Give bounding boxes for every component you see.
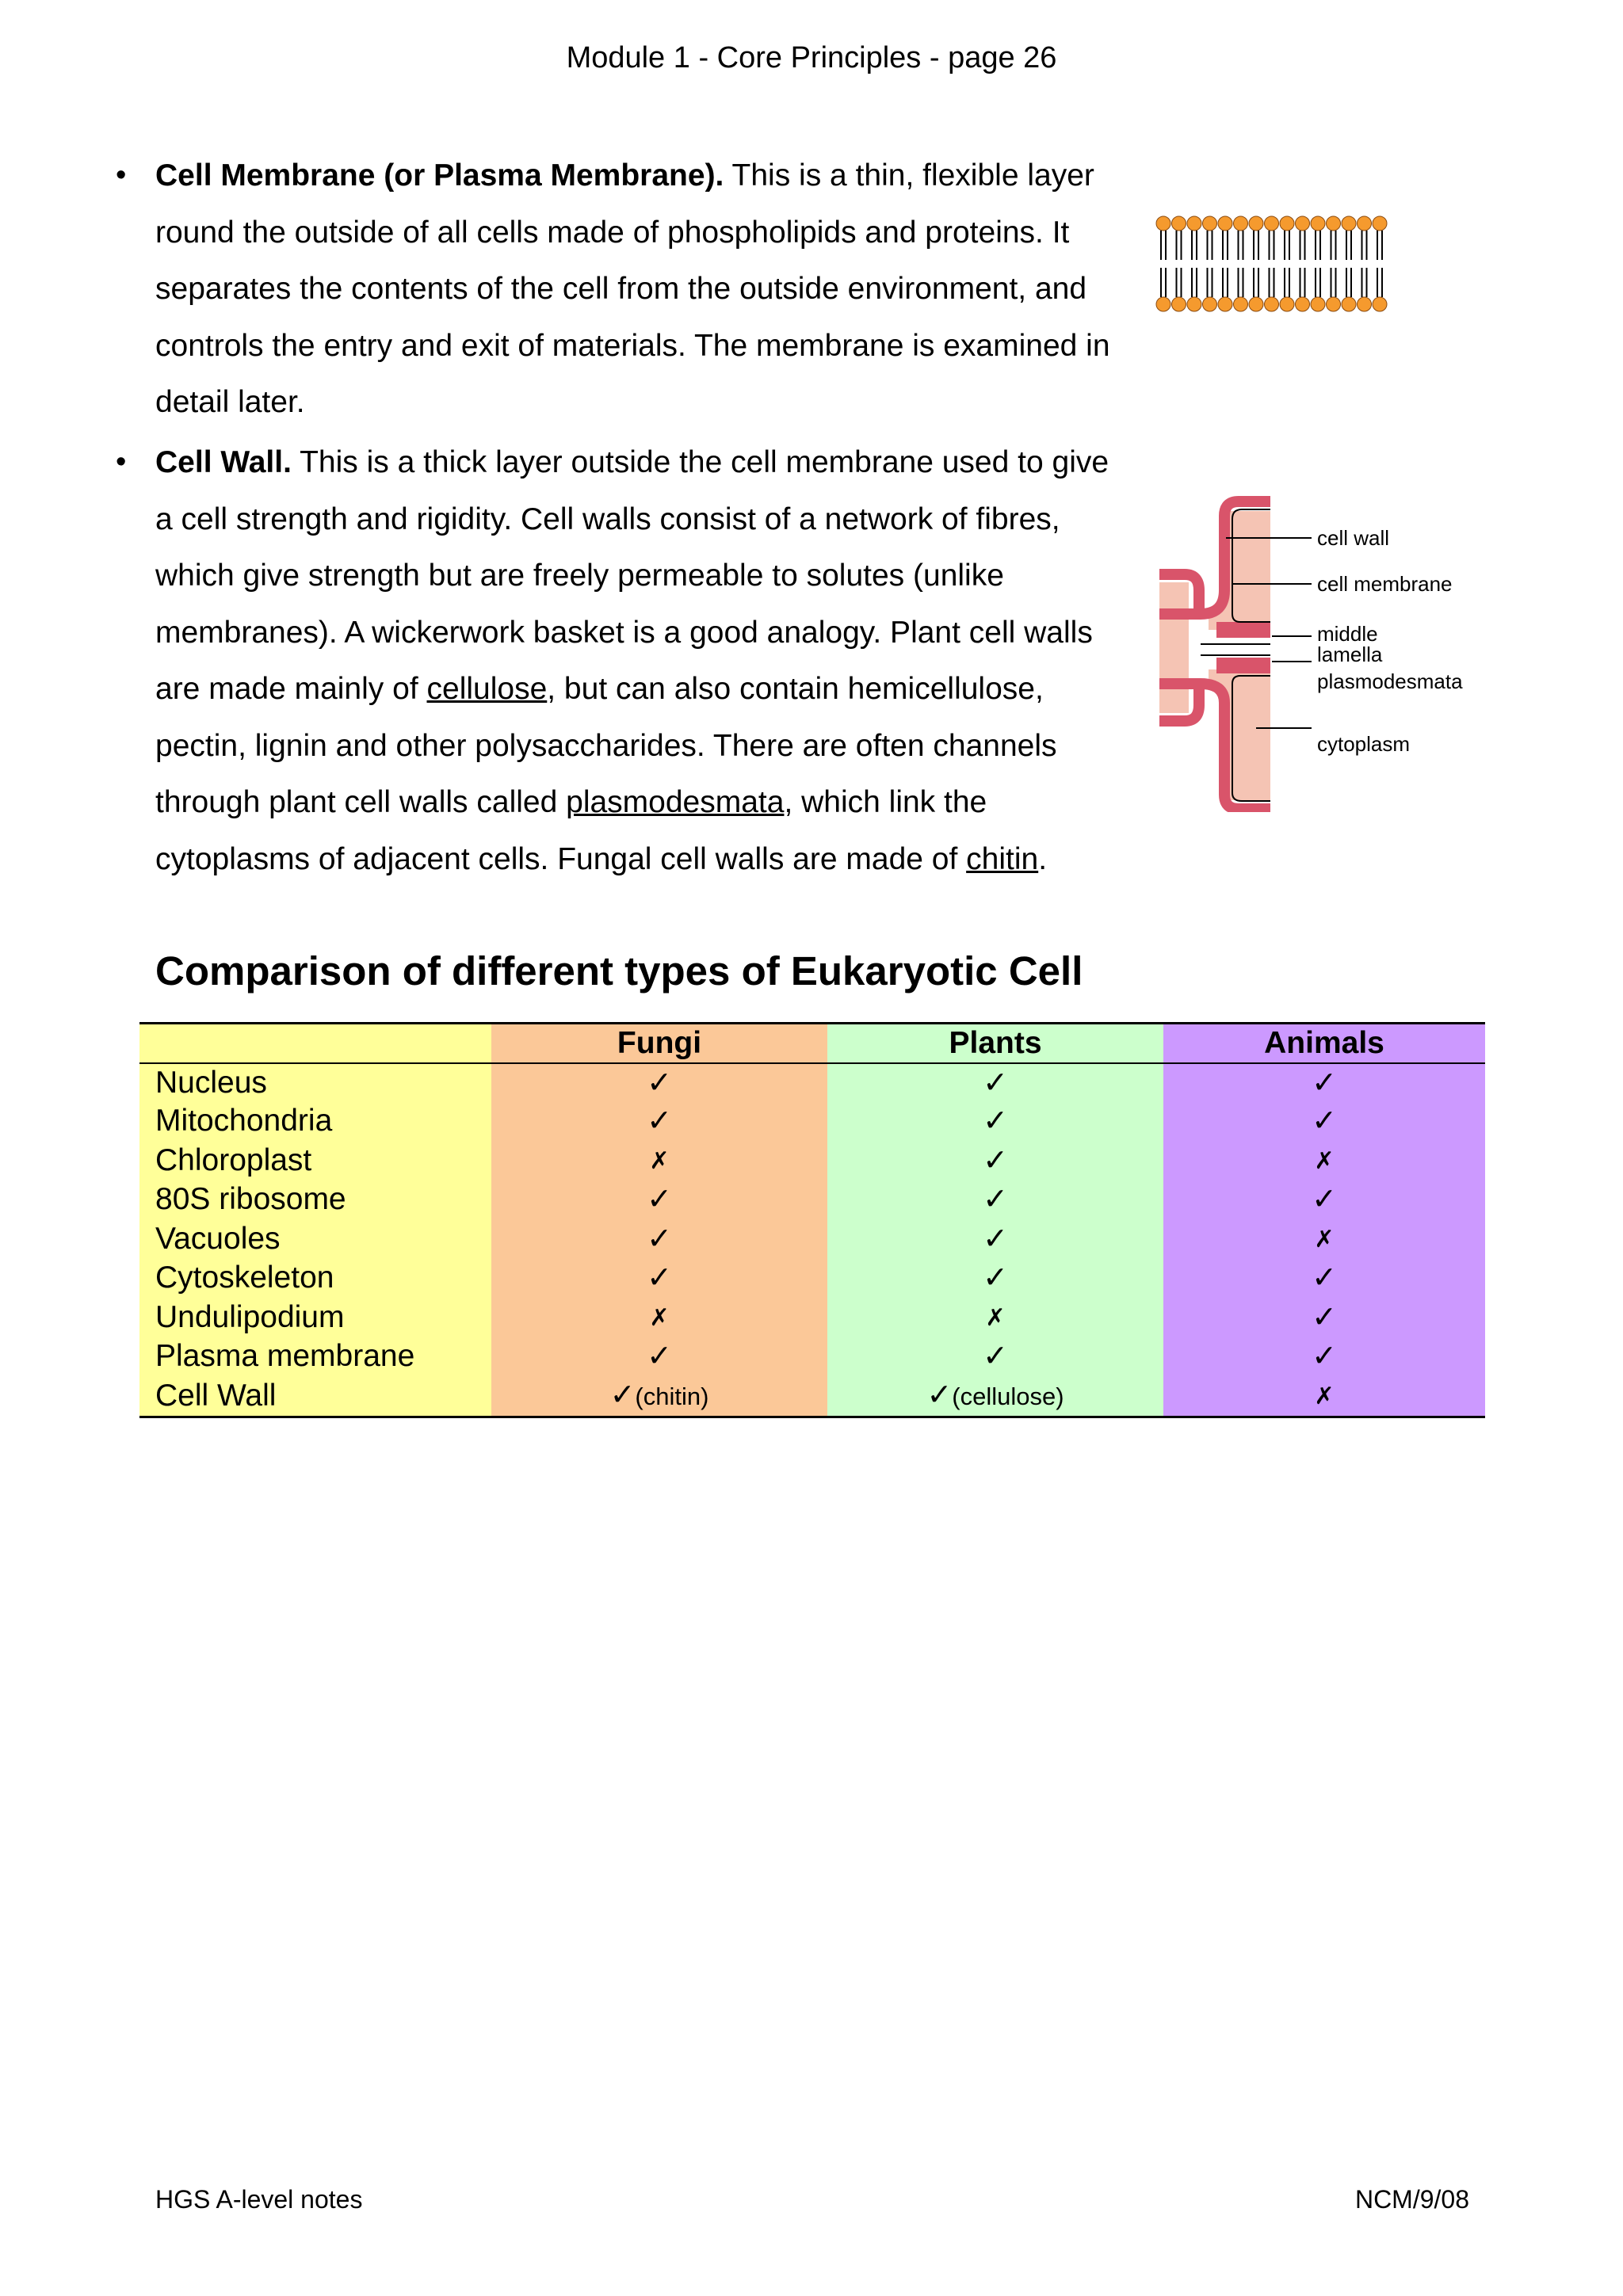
table-row xyxy=(139,1140,1485,1180)
animals-cell xyxy=(1163,1337,1485,1375)
check-icon: ✓ xyxy=(983,1066,1008,1100)
comparison-title: Comparison of different types of Eukaryotic Cell xyxy=(155,948,1083,994)
phospholipid-head xyxy=(1203,297,1217,311)
bullet-icon: • xyxy=(116,445,127,479)
fungi-note: (chitin) xyxy=(635,1382,709,1410)
page-header: Module 1 - Core Principles - page 26 xyxy=(566,41,1057,74)
plants-cell xyxy=(827,1259,1163,1297)
cross-icon: ✗ xyxy=(649,1148,670,1174)
check-icon: ✓ xyxy=(983,1222,1008,1256)
animals-cell xyxy=(1163,1140,1485,1180)
check-icon: ✓ xyxy=(983,1143,1008,1177)
feature-cell: Plasma membrane xyxy=(139,1337,491,1375)
phospholipid-head xyxy=(1218,216,1232,231)
table-row xyxy=(139,1259,1485,1297)
fungi-cell xyxy=(491,1297,827,1337)
animals-cell xyxy=(1163,1375,1485,1417)
check-icon: ✓ xyxy=(1312,1300,1337,1334)
phospholipid-head xyxy=(1234,216,1248,231)
table-header-row xyxy=(139,1024,1485,1064)
phospholipid-head xyxy=(1249,297,1263,311)
bullet-paragraph xyxy=(155,434,1122,887)
feature-cell: Cell Wall xyxy=(139,1375,491,1417)
phospholipid-head xyxy=(1249,216,1263,231)
plants-cell xyxy=(827,1140,1163,1180)
header-animals: Animals xyxy=(1163,1024,1485,1064)
check-icon: ✓ xyxy=(926,1378,953,1412)
check-icon: ✓ xyxy=(647,1222,672,1256)
phospholipid-head xyxy=(1172,216,1186,231)
phospholipid-head xyxy=(1342,297,1356,311)
plants-cell xyxy=(827,1375,1163,1417)
bullet-icon: • xyxy=(116,158,127,192)
animals-cell xyxy=(1163,1297,1485,1337)
check-icon: ✓ xyxy=(1312,1104,1337,1138)
animals-cell xyxy=(1163,1219,1485,1259)
cross-icon: ✗ xyxy=(1314,1383,1335,1409)
header-fungi: Fungi xyxy=(491,1024,827,1064)
label-cell-membrane: cell membrane xyxy=(1317,572,1453,596)
label-cytoplasm: cytoplasm xyxy=(1317,732,1411,756)
comparison-table xyxy=(139,1022,1485,1418)
phospholipid-head xyxy=(1342,216,1356,231)
feature-cell: Undulipodium xyxy=(139,1297,491,1337)
check-icon: ✓ xyxy=(983,1340,1008,1373)
animals-cell xyxy=(1163,1063,1485,1102)
phospholipid-head xyxy=(1280,216,1294,231)
feature-cell: Chloroplast xyxy=(139,1140,491,1180)
animals-cell xyxy=(1163,1259,1485,1297)
plants-cell xyxy=(827,1297,1163,1337)
feature-cell: 80S ribosome xyxy=(139,1180,491,1219)
phospholipid-head xyxy=(1373,297,1387,311)
phospholipid-head xyxy=(1172,297,1186,311)
cross-icon: ✗ xyxy=(985,1305,1006,1331)
phospholipid-bilayer-diagram xyxy=(1155,214,1392,314)
footer-left: HGS A-level notes xyxy=(155,2185,363,2214)
phospholipid-head xyxy=(1187,216,1201,231)
table-row xyxy=(139,1102,1485,1140)
bullet-lead: Cell Membrane (or Plasma Membrane). xyxy=(155,158,724,193)
bullet-paragraph xyxy=(155,147,1122,431)
bullet-text: This is a thick layer outside the cell membrane used to give a cell strength and rigidity. Cell walls consist of a network of fibres, which give strength but are freely permeable to solutes (unlike membranes). A wickerwork basket is a good analogy. Plant cell walls are made mainly of xyxy=(155,445,1109,706)
cytoplasm-left xyxy=(1159,582,1189,713)
check-icon: ✓ xyxy=(1312,1261,1337,1295)
bullet-text: , but can also contain hemicellulose, pectin, lignin and other polysaccharides. There are often channels through plant cell walls called xyxy=(155,672,1057,819)
feature-cell: Nucleus xyxy=(139,1063,491,1102)
table-row xyxy=(139,1063,1485,1102)
header-plants: Plants xyxy=(827,1024,1163,1064)
check-icon: ✓ xyxy=(647,1066,672,1100)
footer-right: NCM/9/08 xyxy=(1354,2185,1469,2214)
check-icon: ✓ xyxy=(983,1104,1008,1138)
cross-icon: ✗ xyxy=(1314,1226,1335,1253)
label-cell-wall: cell wall xyxy=(1317,526,1390,550)
animals-cell xyxy=(1163,1102,1485,1140)
phospholipid-head xyxy=(1373,216,1387,231)
cross-icon: ✗ xyxy=(1314,1148,1335,1174)
fungi-cell xyxy=(491,1180,827,1219)
fungi-cell xyxy=(491,1375,827,1417)
term-plasmodesmata: plasmodesmata xyxy=(566,785,785,819)
bullet-lead: Cell Wall. xyxy=(155,445,292,479)
plants-cell xyxy=(827,1180,1163,1219)
table-row xyxy=(139,1375,1485,1417)
phospholipid-head xyxy=(1156,216,1170,231)
phospholipid-head xyxy=(1156,297,1170,311)
phospholipid-head xyxy=(1265,216,1279,231)
bullet-cell-membrane xyxy=(116,147,1122,431)
label-lamella: lamella xyxy=(1317,643,1383,666)
animals-cell xyxy=(1163,1180,1485,1219)
feature-cell: Mitochondria xyxy=(139,1102,491,1140)
term-cellulose: cellulose xyxy=(426,672,548,706)
check-icon: ✓ xyxy=(647,1104,672,1138)
feature-cell: Cytoskeleton xyxy=(139,1259,491,1297)
table-row xyxy=(139,1337,1485,1375)
fungi-cell xyxy=(491,1102,827,1140)
phospholipid-head xyxy=(1311,297,1325,311)
phospholipid-head xyxy=(1327,216,1341,231)
check-icon: ✓ xyxy=(983,1183,1008,1216)
phospholipid-head xyxy=(1311,216,1325,231)
check-icon: ✓ xyxy=(1312,1066,1337,1100)
bullet-cell-wall xyxy=(116,434,1122,887)
plants-cell xyxy=(827,1102,1163,1140)
phospholipid-head xyxy=(1218,297,1232,311)
fungi-cell xyxy=(491,1219,827,1259)
cell-wall-diagram xyxy=(1153,495,1486,812)
plants-cell xyxy=(827,1337,1163,1375)
plasmodesma-channel xyxy=(1201,644,1270,655)
phospholipid-head xyxy=(1234,297,1248,311)
term-chitin: chitin xyxy=(966,841,1039,876)
phospholipid-head xyxy=(1203,216,1217,231)
plants-note: (cellulose) xyxy=(952,1382,1064,1410)
table-row xyxy=(139,1219,1485,1259)
bullet-text: , which link the cytoplasms of adjacent cells. Fungal cell walls are made of xyxy=(155,785,987,876)
cross-icon: ✗ xyxy=(649,1305,670,1331)
plants-cell xyxy=(827,1219,1163,1259)
table-row xyxy=(139,1180,1485,1219)
fungi-cell xyxy=(491,1337,827,1375)
check-icon: ✓ xyxy=(609,1378,636,1412)
feature-cell: Vacuoles xyxy=(139,1219,491,1259)
check-icon: ✓ xyxy=(647,1183,672,1216)
label-plasmodesmata: plasmodesmata xyxy=(1317,669,1463,693)
check-icon: ✓ xyxy=(647,1340,672,1373)
header-feature xyxy=(139,1024,491,1064)
label-middle: middle xyxy=(1317,622,1378,646)
phospholipid-head xyxy=(1358,216,1372,231)
phospholipid-head xyxy=(1358,297,1372,311)
phospholipid-head xyxy=(1296,297,1310,311)
check-icon: ✓ xyxy=(1312,1183,1337,1216)
check-icon: ✓ xyxy=(647,1261,672,1295)
phospholipid-head xyxy=(1265,297,1279,311)
check-icon: ✓ xyxy=(1312,1340,1337,1373)
check-icon: ✓ xyxy=(983,1261,1008,1295)
fungi-cell xyxy=(491,1063,827,1102)
plants-cell xyxy=(827,1063,1163,1102)
bullet-text: . xyxy=(1038,841,1048,876)
table-row xyxy=(139,1297,1485,1337)
bullet-text: This is a thin, flexible layer round the outside of all cells made of phospholipids and proteins. It separates the contents of the cell from the outside environment, and controls the entry and exit of materials. The membrane is examined in detail later. xyxy=(155,158,1110,419)
phospholipid-head xyxy=(1296,216,1310,231)
phospholipid-head xyxy=(1280,297,1294,311)
fungi-cell xyxy=(491,1140,827,1180)
phospholipid-head xyxy=(1187,297,1201,311)
fungi-cell xyxy=(491,1259,827,1297)
phospholipid-head xyxy=(1327,297,1341,311)
wall-junction xyxy=(1216,626,1270,669)
